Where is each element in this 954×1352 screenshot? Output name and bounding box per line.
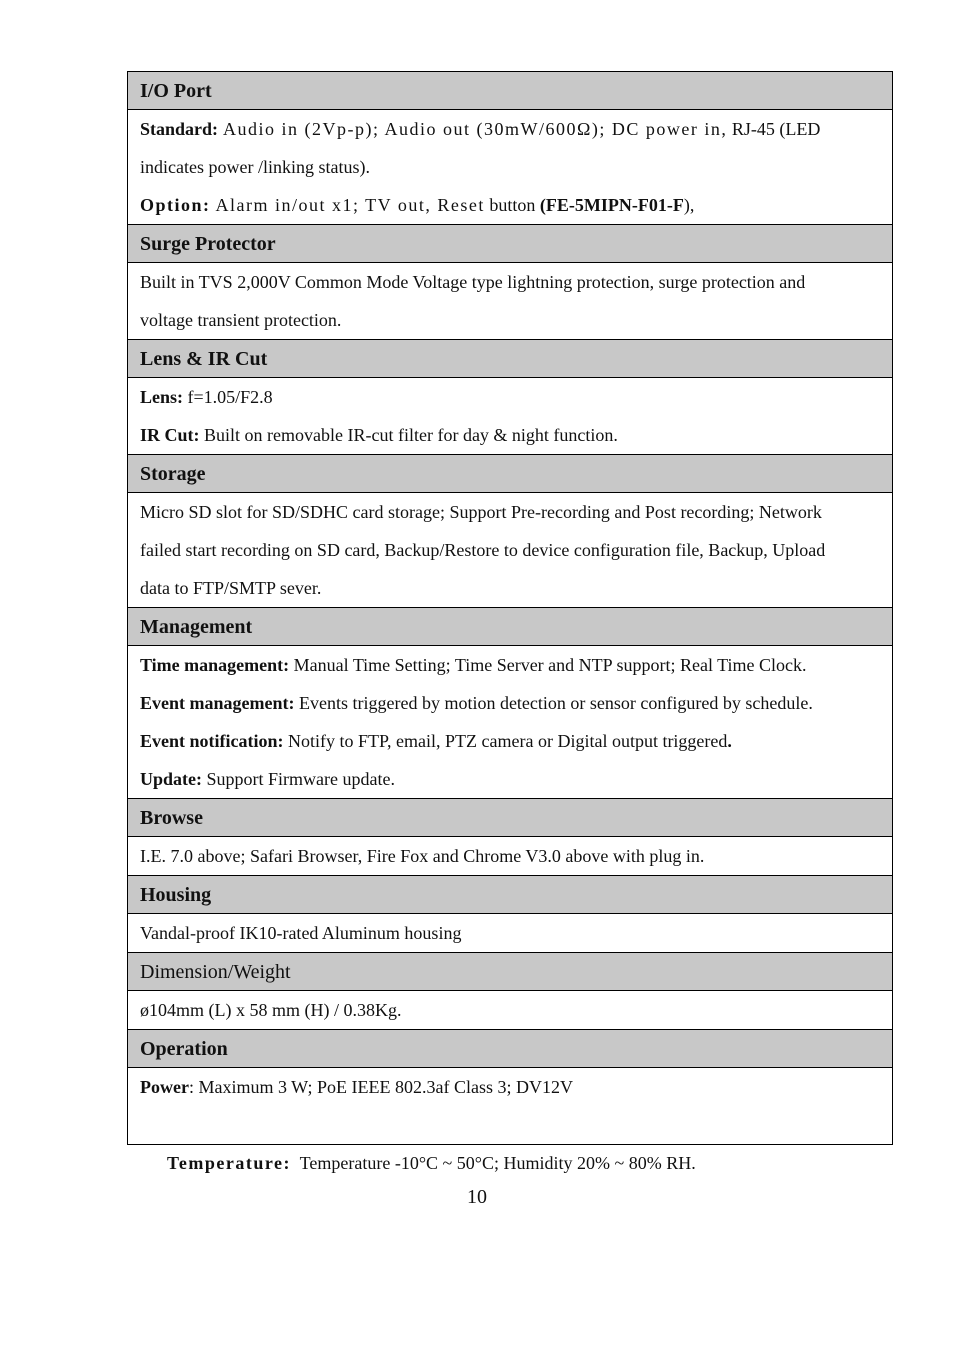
io-option-model: (FE-5MIPN-F01-F <box>539 195 684 215</box>
io-option-line <box>140 186 880 224</box>
update-text: Support Firmware update. <box>202 769 395 789</box>
section-header-housing: Housing <box>128 876 892 914</box>
io-option-tail: button <box>484 195 540 215</box>
io-option-text: Alarm in/out x1; TV out, Reset <box>210 195 485 215</box>
surge-line-1: Built in TVS 2,000V Common Mode Voltage type lightning protection, surge protection and <box>140 272 806 292</box>
power-label: Power <box>140 1077 189 1097</box>
lens-text: f=1.05/F2.8 <box>183 387 273 407</box>
storage-line-2: failed start recording on SD card, Backup/Restore to device configuration file, Backup, Upload <box>140 540 826 560</box>
section-body-io-port <box>128 110 892 225</box>
power-line <box>140 1068 880 1106</box>
event-management-text: Events triggered by motion detection or sensor configured by schedule. <box>294 693 813 713</box>
section-body-browse <box>128 837 892 876</box>
dimension-line-1: ø104mm (L) x 58 mm (H) / 0.38Kg. <box>140 1000 402 1020</box>
section-header-lens: Lens & IR Cut <box>128 340 892 378</box>
io-standard-text: Audio in (2Vp-p); Audio out (30mW/600Ω); DC power in, <box>218 119 728 139</box>
lens-label: Lens: <box>140 387 184 407</box>
temperature-line <box>140 1106 880 1173</box>
power-text: : Maximum 3 W; PoE IEEE 802.3af Class 3; DV12V <box>188 1077 573 1097</box>
time-management-label: Time management: <box>140 655 290 675</box>
section-header-storage: Storage <box>128 455 892 493</box>
event-notification-end: . <box>727 731 732 751</box>
event-notification-line <box>140 722 880 760</box>
page-number: 10 <box>467 1186 487 1208</box>
time-management-line <box>140 646 880 684</box>
section-header-io-port: I/O Port <box>128 72 892 110</box>
section-header-surge-protector: Surge Protector <box>128 225 892 263</box>
storage-line-1: Micro SD slot for SD/SDHC card storage; Support Pre-recording and Post recording; Network <box>140 502 822 522</box>
section-header-operation: Operation <box>128 1030 892 1068</box>
io-standard-label: Standard: <box>140 119 219 139</box>
surge-line-2: voltage transient protection. <box>140 310 342 330</box>
ir-cut-text: Built on removable IR-cut filter for day & night function. <box>199 425 618 445</box>
section-body-lens <box>128 378 892 455</box>
section-header-browse: Browse <box>128 799 892 837</box>
event-management-label: Event management: <box>140 693 295 713</box>
section-body-storage <box>128 493 892 608</box>
section-header-dimension-weight: Dimension/Weight <box>128 953 892 991</box>
storage-line-3: data to FTP/SMTP sever. <box>140 578 322 598</box>
spec-table <box>127 71 893 1173</box>
section-body-surge-protector <box>128 263 892 340</box>
temperature-label: Temperature: <box>167 1153 291 1173</box>
update-label: Update: <box>140 769 202 789</box>
temperature-text: Temperature -10°C ~ 50°C; Humidity 20% ~ 80% RH. <box>290 1153 696 1173</box>
update-line <box>140 760 880 798</box>
io-standard-line <box>140 110 880 148</box>
section-body-housing <box>128 914 892 953</box>
io-option-label: Option: <box>140 195 211 215</box>
section-body-management <box>128 646 892 799</box>
ir-cut-line <box>140 416 880 454</box>
ir-cut-label: IR Cut: <box>140 425 200 445</box>
event-notification-text: Notify to FTP, email, PTZ camera or Digital output triggered <box>283 731 728 751</box>
housing-line-1: Vandal-proof IK10-rated Aluminum housing <box>140 923 462 943</box>
io-option-end: ), <box>683 195 695 215</box>
section-body-dimension-weight <box>128 991 892 1030</box>
section-body-operation <box>128 1068 892 1173</box>
event-notification-label: Event notification: <box>140 731 284 751</box>
io-standard-line-2: indicates power /linking status). <box>140 157 370 177</box>
lens-line <box>140 378 880 416</box>
section-header-management: Management <box>128 608 892 646</box>
event-management-line <box>140 684 880 722</box>
time-management-text: Manual Time Setting; Time Server and NTP support; Real Time Clock. <box>289 655 807 675</box>
browse-line-1: I.E. 7.0 above; Safari Browser, Fire Fox and Chrome V3.0 above with plug in. <box>140 846 705 866</box>
io-standard-tail: RJ-45 (LED <box>727 119 821 139</box>
